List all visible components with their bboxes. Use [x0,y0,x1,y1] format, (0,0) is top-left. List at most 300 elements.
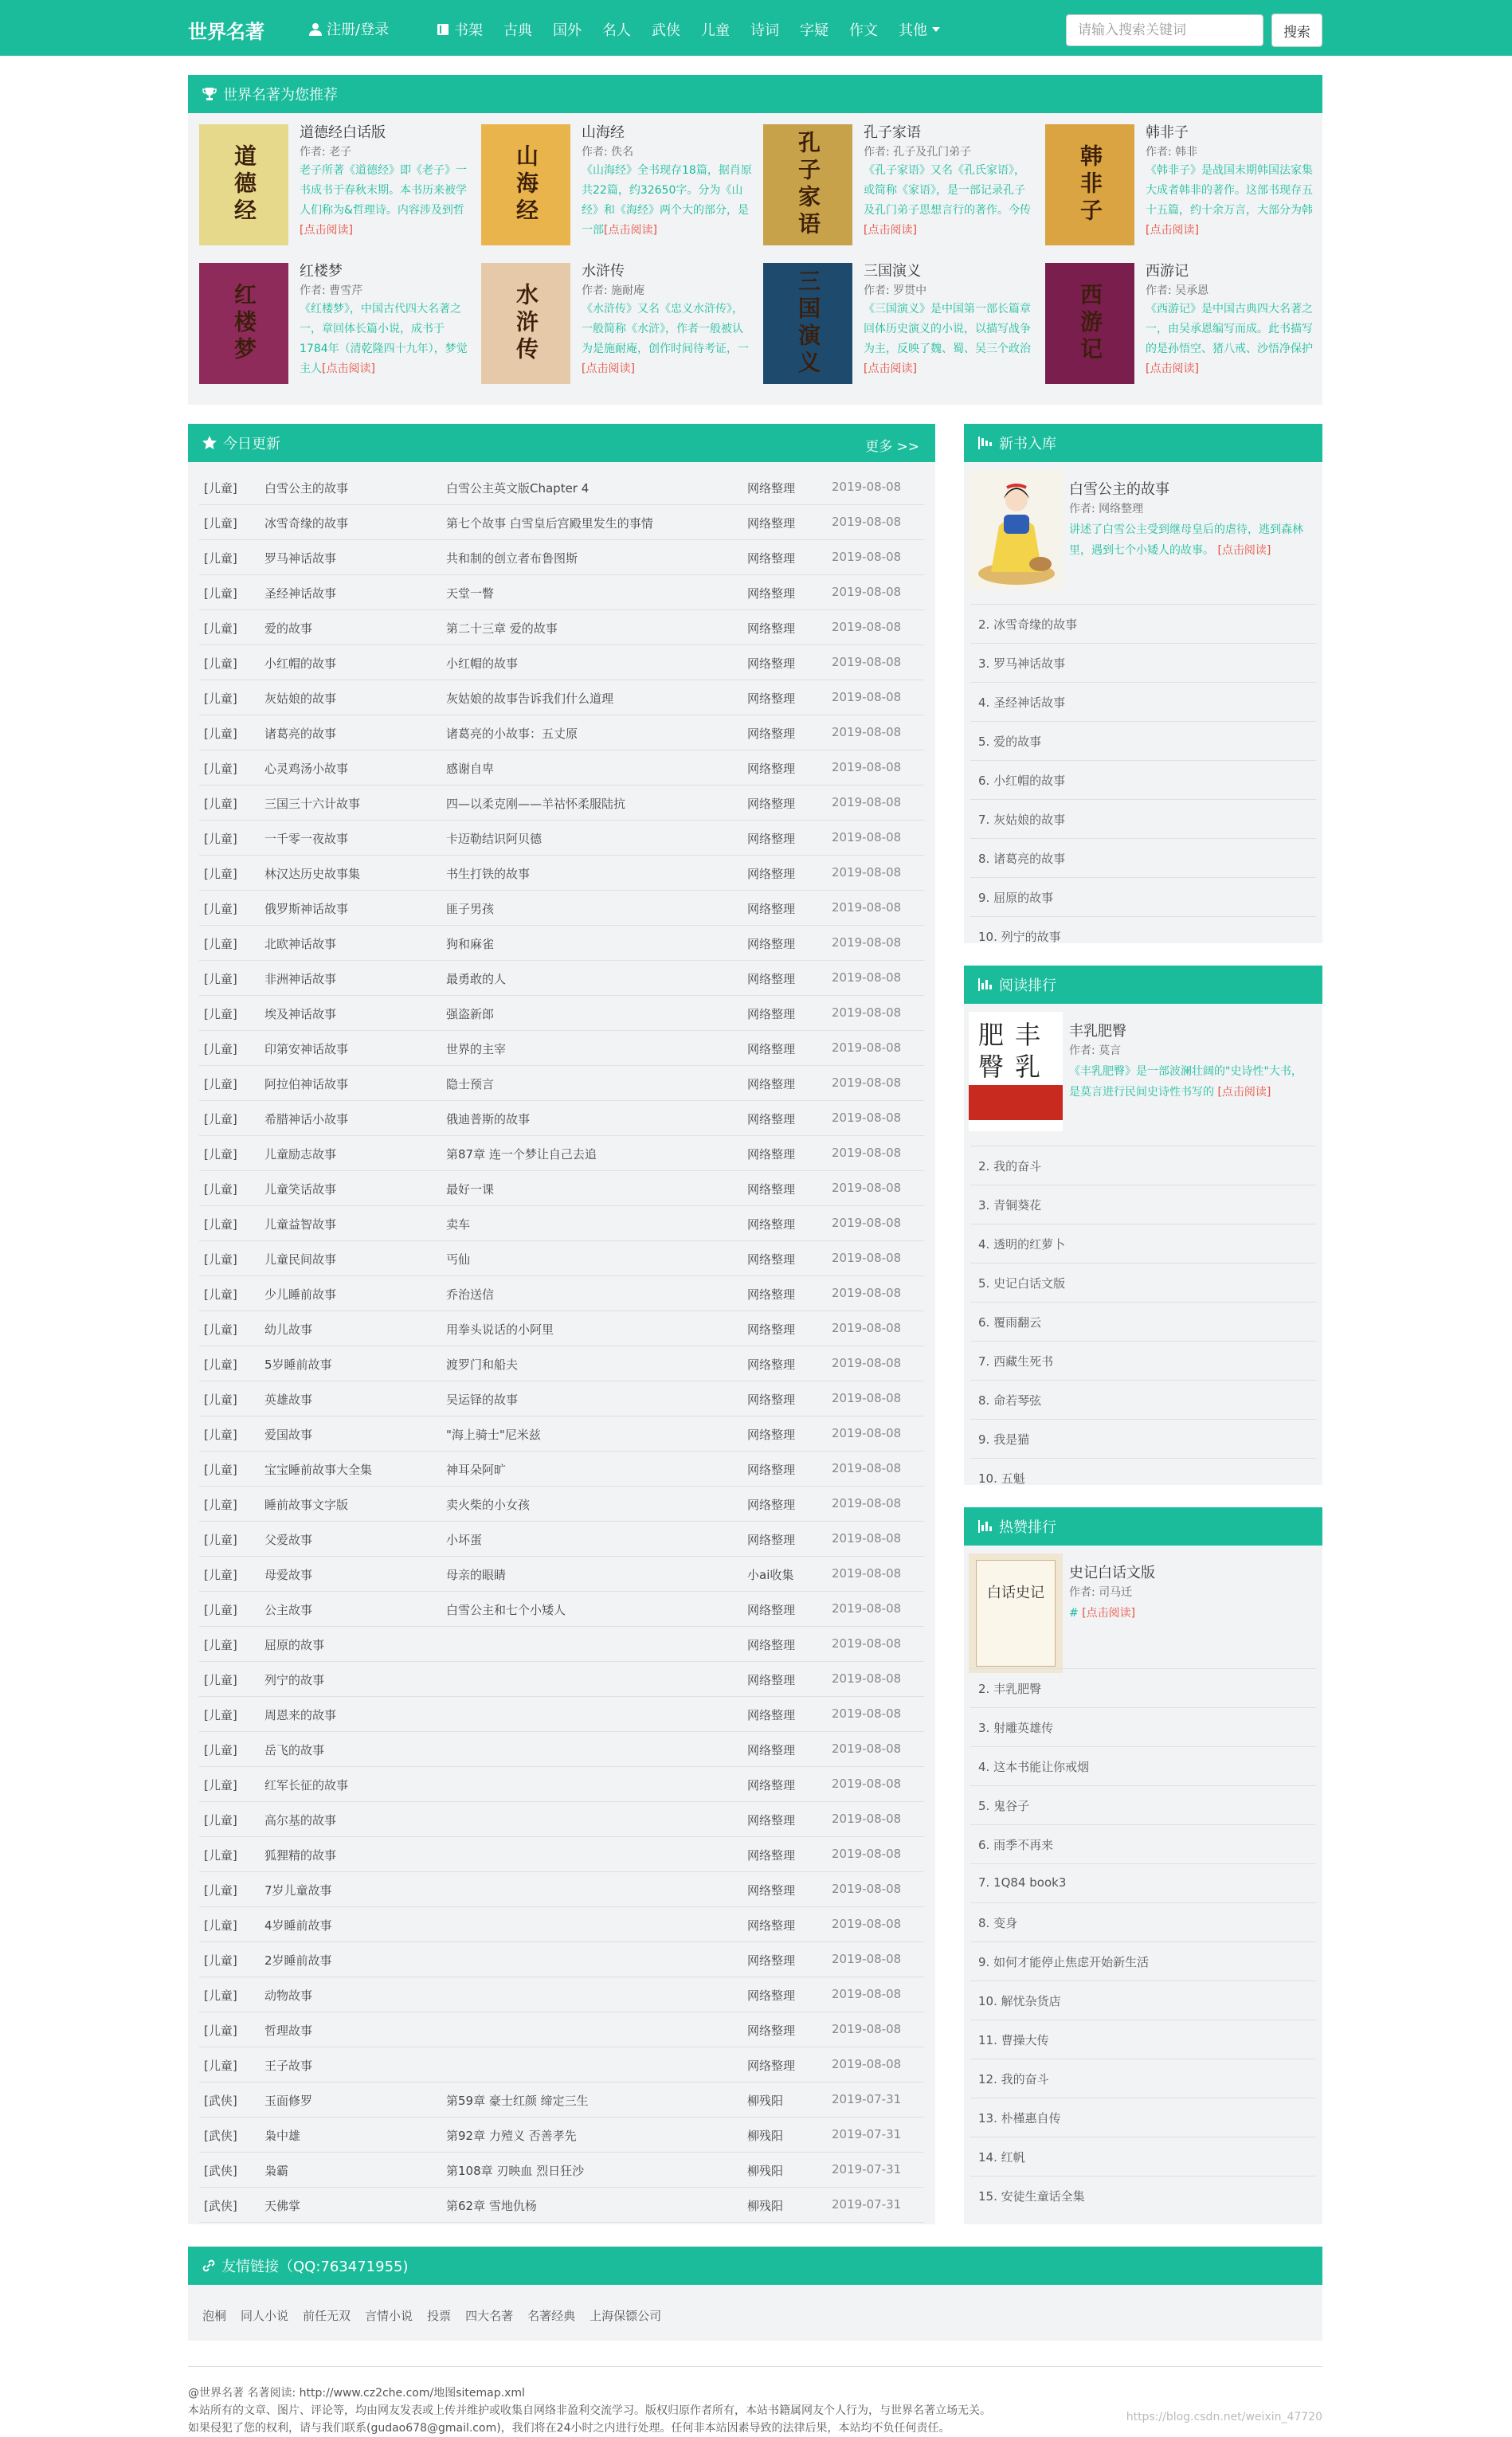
row-category[interactable]: [武侠] [204,2164,237,2178]
row-chapter[interactable]: 第七个故事 白雪皇后宫殿里发生的事情 [446,516,653,531]
login-link[interactable] [309,18,389,39]
row-author[interactable]: 网络整理 [747,1883,796,1898]
row-book-name[interactable]: 玉面修罗 [264,2094,313,2108]
recommend-book[interactable] [752,252,1031,378]
row-date: 2019-08-08 [832,620,902,634]
row-book-name[interactable]: 父爱故事 [264,1533,313,1547]
read-link[interactable]: [点击阅读] [1082,1607,1136,1620]
nav-item-dictionary[interactable]: 字疑 [800,22,828,39]
rank-item[interactable]: 8. 命若琴弦 [970,1380,1316,1419]
nav-item-foreign[interactable]: 国外 [553,22,582,39]
row-author[interactable]: 网络整理 [747,692,796,706]
row-chapter[interactable]: 第二十三章 爱的故事 [446,621,558,636]
nav-item-classical[interactable]: 古典 [503,22,532,39]
row-chapter[interactable]: 狗和麻雀 [446,937,495,951]
row-author[interactable]: 网络整理 [747,902,796,916]
row-chapter[interactable]: 最勇敢的人 [446,972,507,986]
row-chapter[interactable]: 卡迈勒结识阿贝德 [446,832,543,846]
search-input[interactable] [1066,14,1263,46]
row-author[interactable]: 网络整理 [747,621,796,636]
row-category[interactable]: [儿童] [204,1463,237,1477]
row-chapter[interactable]: 丐仙 [446,1252,471,1267]
nav-item-celebrity[interactable]: 名人 [602,22,631,39]
row-category[interactable]: [儿童] [204,1182,237,1197]
row-book-name[interactable]: 希腊神话小故事 [264,1112,349,1126]
row-author[interactable]: 网络整理 [747,832,796,846]
read-link[interactable]: [点击阅读] [864,362,917,375]
row-chapter[interactable]: 四—以柔克刚——羊祜怀柔服陆抗 [446,797,626,811]
row-book-name[interactable]: 北欧神话故事 [264,937,337,951]
row-category[interactable]: [儿童] [204,902,237,916]
row-category[interactable]: [儿童] [204,1673,237,1687]
row-category[interactable]: [儿童] [204,2059,237,2073]
row-book-name[interactable]: 儿童笑话故事 [264,1182,337,1197]
row-author[interactable]: 网络整理 [747,551,796,566]
row-author[interactable]: 网络整理 [747,1638,796,1652]
friend-link[interactable]: 四大名著 [465,2309,514,2323]
friend-link[interactable]: 言情小说 [365,2309,413,2323]
row-category[interactable]: [武侠] [204,2199,237,2213]
row-category[interactable]: [儿童] [204,1147,237,1162]
row-author[interactable]: 网络整理 [747,2024,796,2038]
read-link[interactable]: [点击阅读] [1217,544,1271,557]
row-author[interactable]: 网络整理 [747,1252,796,1267]
row-chapter[interactable]: 匪子男孩 [446,902,495,916]
row-category[interactable]: [儿童] [204,1322,237,1337]
row-category[interactable]: [儿童] [204,832,237,846]
row-book-name[interactable]: 红军长征的故事 [264,1778,349,1792]
update-row [199,470,924,505]
row-chapter[interactable]: 第59章 豪士红颜 缔定三生 [446,2094,589,2108]
rank-item[interactable]: 9. 我是猫 [970,1419,1316,1458]
row-author[interactable]: 网络整理 [747,1428,796,1442]
row-category[interactable]: [儿童] [204,551,237,566]
row-book-name[interactable]: 印第安神话故事 [264,1042,349,1056]
row-category[interactable]: [儿童] [204,1358,237,1372]
row-book-name[interactable]: 狐狸精的故事 [264,1848,337,1863]
row-chapter[interactable]: 卖火柴的小女孩 [446,1498,531,1512]
row-book-name[interactable]: 睡前故事文字版 [264,1498,349,1512]
row-author[interactable]: 网络整理 [747,937,796,951]
row-chapter[interactable]: "海上骑士"尼米兹 [446,1428,541,1442]
row-author[interactable]: 网络整理 [747,1988,796,2003]
site-logo[interactable]: 世界名著 [188,21,264,43]
row-author[interactable]: 网络整理 [747,516,796,531]
row-chapter[interactable]: 俄迪普斯的故事 [446,1112,531,1126]
row-category[interactable]: [儿童] [204,1252,237,1267]
read-link[interactable]: [点击阅读] [1146,362,1199,375]
row-category[interactable]: [儿童] [204,1603,237,1617]
row-category[interactable]: [儿童] [204,1883,237,1898]
row-date: 2019-08-08 [832,795,902,809]
row-chapter[interactable]: 灰姑娘的故事告诉我们什么道理 [446,692,614,706]
rank-item[interactable]: 9. 如何才能停止焦虑开始新生活 [970,1941,1316,1981]
newbooks-feature[interactable] [964,470,1322,597]
row-book-name[interactable]: 小红帽的故事 [264,656,337,671]
row-book-name[interactable]: 白雪公主的故事 [264,481,349,496]
update-row [199,856,924,891]
update-row [199,645,924,680]
update-row [199,1311,924,1346]
rank-item[interactable]: 6. 雨季不再来 [970,1824,1316,1863]
row-chapter[interactable]: 神耳朵阿旷 [446,1463,507,1477]
search-button[interactable]: 搜索 [1271,14,1322,47]
row-author[interactable]: 网络整理 [747,1217,796,1232]
row-category[interactable]: [儿童] [204,2024,237,2038]
row-book-name[interactable]: 冰雪奇缘的故事 [264,516,349,531]
rank-item[interactable]: 7. 西藏生死书 [970,1341,1316,1380]
friend-link[interactable]: 名著经典 [527,2309,576,2323]
row-category[interactable]: [儿童] [204,1988,237,2003]
row-chapter[interactable]: 天堂一瞥 [446,586,495,601]
row-category[interactable]: [儿童] [204,1848,237,1863]
row-author[interactable]: 网络整理 [747,1358,796,1372]
rank-item[interactable]: 4. 圣经神话故事 [970,682,1316,721]
row-date: 2019-07-31 [832,2197,902,2212]
row-book-name[interactable]: 宝宝睡前故事大全集 [264,1463,373,1477]
row-date: 2019-08-08 [832,1496,902,1510]
row-book-name[interactable]: 幼儿故事 [264,1322,313,1337]
row-chapter[interactable]: 第87章 连一个梦让自己去追 [446,1147,597,1162]
row-author[interactable]: 网络整理 [747,1953,796,1968]
row-author[interactable]: 网络整理 [747,1077,796,1091]
row-author[interactable]: 网络整理 [747,1147,796,1162]
row-author[interactable]: 网络整理 [747,1533,796,1547]
rank-item[interactable]: 15. 安徒生童话全集 [970,2176,1316,2215]
cover-title: 韩非子 [1077,144,1103,225]
update-row [199,1136,924,1171]
row-category[interactable]: [儿童] [204,1393,237,1407]
row-category[interactable]: [儿童] [204,762,237,776]
row-author[interactable]: 柳残阳 [747,2094,784,2108]
row-author[interactable]: 网络整理 [747,1112,796,1126]
today-updates-panel [188,424,935,2224]
feature-desc [1069,1061,1313,1103]
row-chapter[interactable]: 共和制的创立者布鲁图斯 [446,551,578,566]
row-date: 2019-08-08 [832,550,902,564]
row-book-name[interactable]: 阿拉伯神话故事 [264,1077,349,1091]
book-cover [763,124,852,245]
row-author[interactable]: 网络整理 [747,2059,796,2073]
rank-item[interactable]: 3. 罗马神话故事 [970,643,1316,682]
friend-link[interactable]: 投票 [427,2309,452,2323]
row-category[interactable]: [儿童] [204,1953,237,1968]
row-author[interactable]: 小ai收集 [747,1568,794,1582]
rank-item[interactable]: 2. 我的奋斗 [970,1146,1316,1185]
read-link[interactable]: [点击阅读] [604,224,657,237]
row-book-name[interactable]: 7岁儿童故事 [264,1883,332,1898]
row-category[interactable]: [儿童] [204,1568,237,1582]
row-category[interactable]: [儿童] [204,1007,237,1021]
reading-feature[interactable] [964,1012,1322,1139]
rank-item[interactable]: 11. 曹操大传 [970,2020,1316,2059]
rank-item[interactable]: 3. 青铜葵花 [970,1185,1316,1224]
rank-item[interactable]: 4. 透明的红萝卜 [970,1224,1316,1263]
row-author[interactable]: 网络整理 [747,586,796,601]
rank-item[interactable]: 7. 灰姑娘的故事 [970,799,1316,838]
row-category[interactable]: [武侠] [204,2129,237,2143]
row-book-name[interactable]: 罗马神话故事 [264,551,337,566]
rank-item[interactable]: 5. 史记白话文版 [970,1263,1316,1302]
rank-item[interactable]: 12. 我的奋斗 [970,2059,1316,2098]
row-category[interactable]: [儿童] [204,1042,237,1056]
row-author[interactable]: 网络整理 [747,727,796,741]
row-book-name[interactable]: 儿童励志故事 [264,1147,337,1162]
row-author[interactable]: 网络整理 [747,1918,796,1933]
row-book-name[interactable]: 心灵鸡汤小故事 [264,762,349,776]
row-chapter[interactable]: 最好一课 [446,1182,495,1197]
rank-item[interactable]: 9. 屈原的故事 [970,877,1316,916]
row-chapter[interactable]: 小坏蛋 [446,1533,483,1547]
row-category[interactable]: [儿童] [204,481,237,496]
rank-item[interactable]: 8. 变身 [970,1902,1316,1941]
nav-item-poetry[interactable]: 诗词 [750,22,779,39]
row-book-name[interactable]: 埃及神话故事 [264,1007,337,1021]
row-author[interactable]: 网络整理 [747,797,796,811]
row-author[interactable]: 网络整理 [747,867,796,881]
row-category[interactable]: [儿童] [204,621,237,636]
row-book-name[interactable]: 少儿睡前故事 [264,1287,337,1302]
row-book-name[interactable]: 圣经神话故事 [264,586,337,601]
row-author[interactable]: 网络整理 [747,1393,796,1407]
read-link[interactable]: [点击阅读] [864,224,917,237]
row-book-name[interactable]: 爱的故事 [264,621,313,636]
row-category[interactable]: [儿童] [204,1778,237,1792]
row-date: 2019-08-08 [832,1847,902,1861]
row-author[interactable]: 网络整理 [747,1007,796,1021]
row-book-name[interactable]: 公主故事 [264,1603,313,1617]
recommend-book[interactable] [1034,113,1313,239]
book-title: 孔子家语 [864,124,921,141]
row-category[interactable]: [儿童] [204,1428,237,1442]
recommend-book[interactable] [470,252,749,378]
row-category[interactable]: [儿童] [204,1638,237,1652]
row-category[interactable]: [儿童] [204,1217,237,1232]
read-link[interactable]: [点击阅读] [1146,224,1199,237]
row-category[interactable]: [儿童] [204,1918,237,1933]
row-chapter[interactable]: 白雪公主英文版Chapter 4 [446,481,590,496]
row-author[interactable]: 网络整理 [747,656,796,671]
nav-item-essay[interactable]: 作文 [849,22,878,39]
row-book-name[interactable]: 母爱故事 [264,1568,313,1582]
row-category[interactable]: [儿童] [204,972,237,986]
row-book-name[interactable]: 哲理故事 [264,2024,313,2038]
row-category[interactable]: [儿童] [204,1077,237,1091]
row-book-name[interactable]: 5岁睡前故事 [264,1358,332,1372]
row-category[interactable]: [儿童] [204,1287,237,1302]
row-author[interactable]: 网络整理 [747,1848,796,1863]
row-book-name[interactable]: 非洲神话故事 [264,972,337,986]
row-author[interactable]: 网络整理 [747,481,796,496]
row-chapter[interactable]: 诸葛亮的小故事：五丈原 [446,727,578,741]
row-date: 2019-08-08 [832,2022,902,2036]
friend-link[interactable]: 同人小说 [241,2309,289,2323]
row-book-name[interactable]: 枭霸 [264,2164,289,2178]
row-chapter[interactable]: 卖车 [446,1217,471,1232]
rank-item[interactable]: 2. 丰乳肥臀 [970,1668,1316,1707]
row-category[interactable]: [儿童] [204,1708,237,1722]
update-row [199,1241,924,1276]
read-link[interactable]: [点击阅读] [322,362,375,375]
nav-item-children[interactable]: 儿童 [701,22,730,39]
rank-item[interactable]: 10. 五魁 [970,1458,1316,1497]
row-book-name[interactable]: 枭中雄 [264,2129,301,2143]
recommend-book[interactable] [188,252,468,378]
row-book-name[interactable]: 岳飞的故事 [264,1743,325,1757]
row-author[interactable]: 网络整理 [747,1042,796,1056]
book-title: 红楼梦 [300,263,343,280]
row-chapter[interactable]: 白雪公主和七个小矮人 [446,1603,566,1617]
row-author[interactable]: 网络整理 [747,1673,796,1687]
row-date: 2019-08-08 [832,1671,902,1686]
recommend-book[interactable] [752,113,1031,239]
row-category[interactable]: [儿童] [204,1533,237,1547]
reading-rank-panel [964,966,1322,1485]
recommend-book[interactable] [188,113,467,239]
row-category[interactable]: [儿童] [204,867,237,881]
row-category[interactable]: [儿童] [204,516,237,531]
rank-item[interactable]: 4. 这本书能让你戒烟 [970,1746,1316,1785]
row-category[interactable]: [儿童] [204,1743,237,1757]
rank-item[interactable]: 13. 朴槿惠自传 [970,2098,1316,2137]
row-book-name[interactable]: 天佛掌 [264,2199,301,2213]
row-author[interactable]: 柳残阳 [747,2164,784,2178]
row-category[interactable]: [儿童] [204,727,237,741]
nav-item-label: 其他 [899,22,927,39]
row-chapter[interactable]: 吴运铎的故事 [446,1393,519,1407]
friend-link[interactable]: 上海保镖公司 [590,2309,662,2323]
row-chapter[interactable]: 第108章 刃映血 烈日狂沙 [446,2164,585,2178]
row-author[interactable]: 网络整理 [747,1322,796,1337]
row-book-name[interactable]: 王子故事 [264,2059,313,2073]
row-book-name[interactable]: 4岁睡前故事 [264,1918,332,1933]
read-link[interactable]: [点击阅读] [300,224,353,237]
nav-item-other[interactable] [899,19,940,40]
row-author[interactable]: 网络整理 [747,1603,796,1617]
row-book-name[interactable]: 儿童民间故事 [264,1252,337,1267]
row-book-name[interactable]: 一千零一夜故事 [264,832,349,846]
nav-item-bookshelf[interactable] [437,19,483,40]
row-category[interactable]: [儿童] [204,937,237,951]
row-book-name[interactable]: 林汉达历史故事集 [264,867,361,881]
feature-desc-text: # [1069,1607,1079,1620]
row-date: 2019-08-08 [832,900,902,915]
book-cover [969,1553,1063,1673]
recommend-book[interactable] [1034,252,1313,378]
friend-link[interactable]: 前任无双 [303,2309,351,2323]
row-author[interactable]: 柳残阳 [747,2199,784,2213]
today-more-link[interactable]: 更多 >> [865,439,919,455]
row-book-name[interactable]: 动物故事 [264,1988,313,2003]
read-link[interactable]: [点击阅读] [1217,1086,1271,1099]
row-category[interactable]: [儿童] [204,1813,237,1828]
row-category[interactable]: [武侠] [204,2094,237,2108]
row-date: 2019-08-08 [832,1040,902,1055]
footer-line-1: @世界名著 名著阅读: http://www.cz2che.com/地图sitemap.xml [188,2387,525,2400]
row-book-name[interactable]: 俄罗斯神话故事 [264,902,349,916]
row-category[interactable]: [儿童] [204,586,237,601]
row-category[interactable]: [儿童] [204,797,237,811]
hot-feature[interactable] [964,1553,1322,1681]
row-author[interactable]: 网络整理 [747,972,796,986]
row-chapter[interactable]: 渡罗门和船夫 [446,1358,519,1372]
book-desc-text: 《韩非子》是战国末期韩国法家集大成者韩非的著作。这部书现存五十五篇，约十余万言，大部分为韩 [1146,164,1313,217]
row-author[interactable]: 柳残阳 [747,2129,784,2143]
row-chapter[interactable]: 乔治送信 [446,1287,495,1302]
row-book-name[interactable]: 列宁的故事 [264,1673,325,1687]
book-cover [969,1012,1063,1131]
rank-item[interactable]: 6. 小红帽的故事 [970,760,1316,799]
row-category[interactable]: [儿童] [204,656,237,671]
row-author[interactable]: 网络整理 [747,1287,796,1302]
friend-link[interactable]: 泡桐 [202,2309,227,2323]
rank-item[interactable]: 5. 鬼谷子 [970,1785,1316,1824]
rank-item[interactable]: 6. 覆雨翻云 [970,1302,1316,1341]
row-book-name[interactable]: 屈原的故事 [264,1638,325,1652]
rank-item[interactable]: 10. 列宁的故事 [970,916,1316,955]
row-chapter[interactable]: 第92章 力殪义 否善孝先 [446,2129,577,2143]
row-chapter[interactable]: 母亲的眼睛 [446,1568,507,1582]
row-book-name[interactable]: 2岁睡前故事 [264,1953,332,1968]
read-link[interactable]: [点击阅读] [582,362,635,375]
row-book-name[interactable]: 儿童益智故事 [264,1217,337,1232]
row-author[interactable]: 网络整理 [747,1813,796,1828]
row-category[interactable]: [儿童] [204,1498,237,1512]
row-chapter[interactable]: 世界的主宰 [446,1042,507,1056]
row-chapter[interactable]: 感谢自卑 [446,762,495,776]
book-desc [582,161,752,241]
rank-item[interactable]: 8. 诸葛亮的故事 [970,838,1316,877]
rank-item[interactable]: 2. 冰雪奇缘的故事 [970,604,1316,643]
feature-desc [1069,519,1313,561]
row-book-name[interactable]: 英雄故事 [264,1393,313,1407]
row-chapter[interactable]: 用拳头说话的小阿里 [446,1322,554,1337]
row-chapter[interactable]: 书生打铁的故事 [446,867,531,881]
row-author[interactable]: 网络整理 [747,1463,796,1477]
update-row [199,1592,924,1627]
row-book-name[interactable]: 诸葛亮的故事 [264,727,337,741]
row-book-name[interactable]: 灰姑娘的故事 [264,692,337,706]
recommend-book[interactable] [470,113,752,239]
book-author: 作者: 孔子及孔门弟子 [864,146,972,159]
row-author[interactable]: 网络整理 [747,1743,796,1757]
nav-item-wuxia[interactable]: 武侠 [652,22,680,39]
rank-item[interactable]: 7. 1Q84 book3 [970,1863,1316,1902]
row-author[interactable]: 网络整理 [747,1708,796,1722]
update-row [199,715,924,750]
row-category[interactable]: [儿童] [204,1112,237,1126]
row-book-name[interactable]: 爱国故事 [264,1428,313,1442]
row-chapter[interactable]: 隐士预言 [446,1077,495,1091]
row-author[interactable]: 网络整理 [747,1498,796,1512]
row-author[interactable]: 网络整理 [747,1778,796,1792]
feature-desc-text: 《丰乳肥臀》是一部波澜壮阔的"史诗性"大书，是莫言进行民间史诗性书写的 [1069,1065,1302,1099]
row-book-name[interactable]: 周恩来的故事 [264,1708,337,1722]
row-category[interactable]: [儿童] [204,692,237,706]
row-book-name[interactable]: 高尔基的故事 [264,1813,337,1828]
row-chapter[interactable]: 小红帽的故事 [446,656,519,671]
row-chapter[interactable]: 强盗新郎 [446,1007,495,1021]
rank-item[interactable]: 5. 爱的故事 [970,721,1316,760]
row-author[interactable]: 网络整理 [747,762,796,776]
row-chapter[interactable]: 第62章 雪地仇杨 [446,2199,537,2213]
rank-item[interactable]: 14. 红帆 [970,2137,1316,2176]
row-book-name[interactable]: 三国三十六计故事 [264,797,361,811]
rank-item[interactable]: 3. 射雕英雄传 [970,1707,1316,1746]
row-author[interactable]: 网络整理 [747,1182,796,1197]
update-row [199,1767,924,1802]
rank-item[interactable]: 10. 解忧杂货店 [970,1981,1316,2020]
